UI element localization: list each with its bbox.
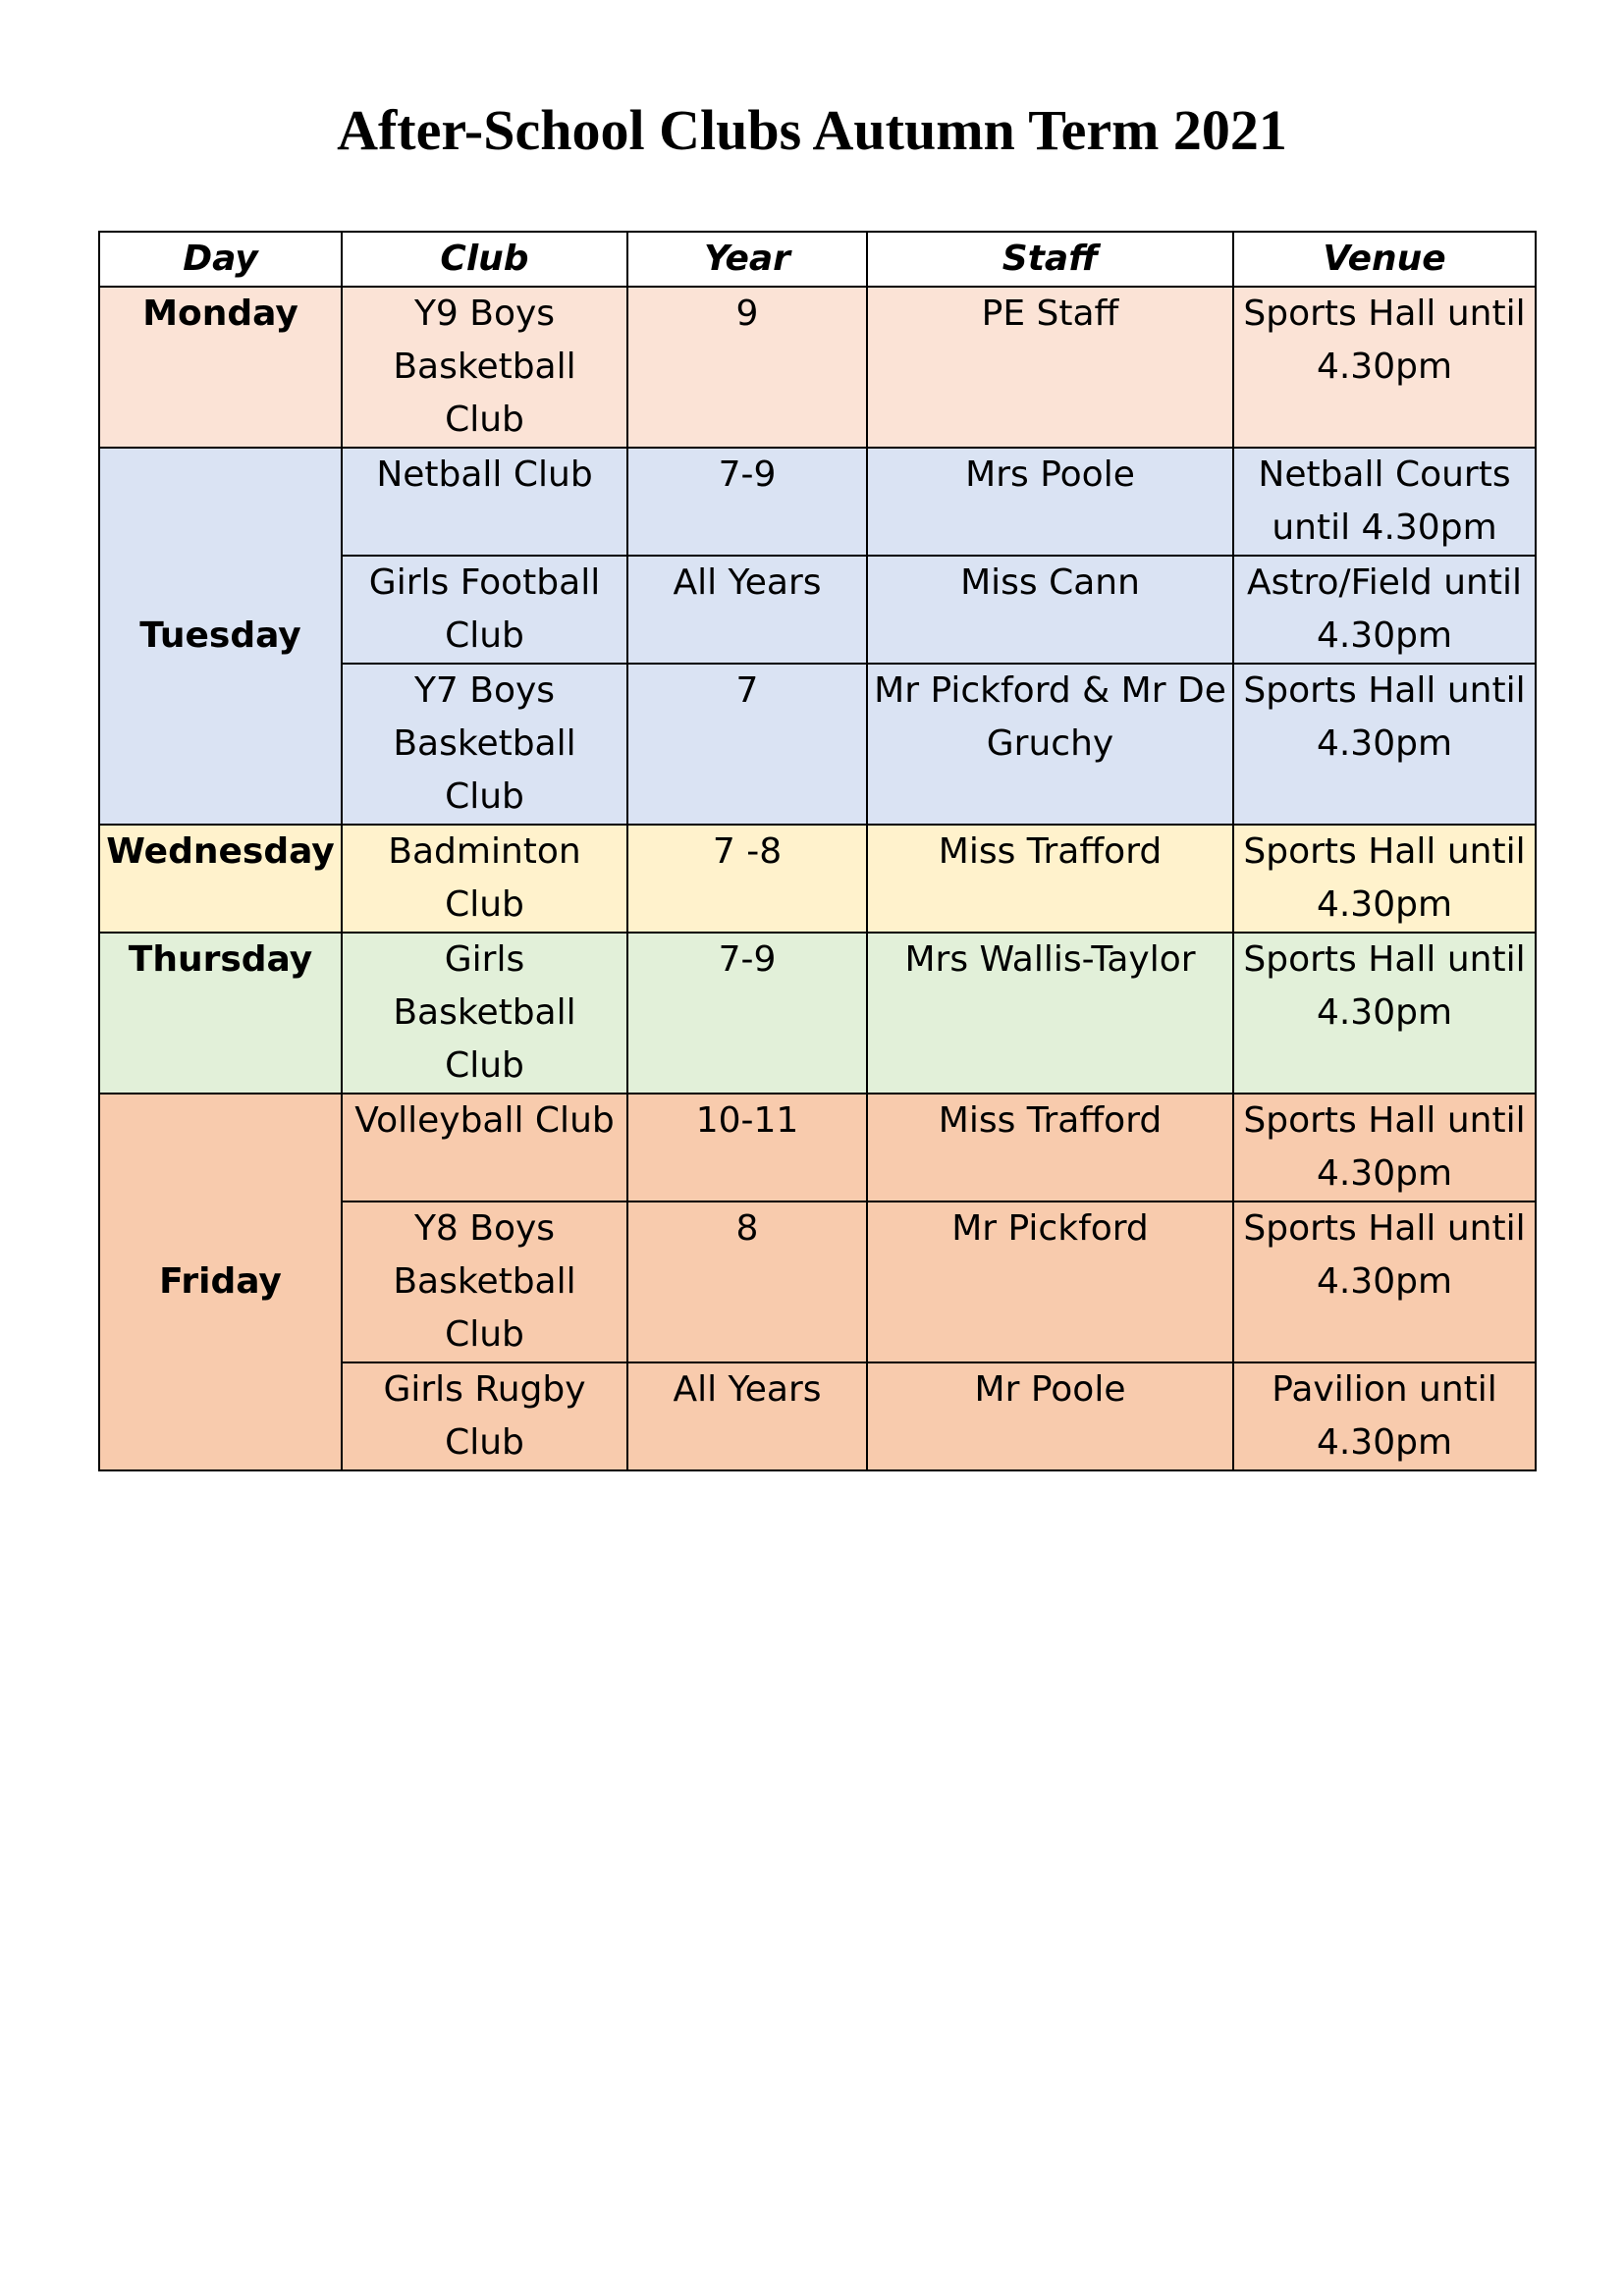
year-cell: All Years (627, 556, 867, 664)
staff-cell: Mr Pickford & Mr De Gruchy (867, 664, 1233, 825)
club-cell: Y9 Boys Basketball Club (342, 287, 627, 448)
club-cell: Y7 Boys Basketball Club (342, 664, 627, 825)
venue-cell: Pavilion until 4.30pm (1233, 1362, 1536, 1470)
staff-cell: PE Staff (867, 287, 1233, 448)
year-cell: 9 (627, 287, 867, 448)
club-cell: Badminton Club (342, 825, 627, 933)
club-cell: Girls Football Club (342, 556, 627, 664)
table-row (99, 933, 1536, 1094)
venue-cell: Astro/Field until 4.30pm (1233, 556, 1536, 664)
staff-cell: Miss Trafford (867, 1094, 1233, 1201)
table-row (99, 825, 1536, 933)
club-cell: Girls Rugby Club (342, 1362, 627, 1470)
header-row (99, 232, 1536, 287)
staff-cell: Mrs Poole (867, 448, 1233, 556)
year-cell: 7 -8 (627, 825, 867, 933)
year-cell: All Years (627, 1362, 867, 1470)
table-row (99, 287, 1536, 448)
header-venue: Venue (1233, 232, 1536, 287)
header-day: Day (99, 232, 342, 287)
year-cell: 8 (627, 1201, 867, 1362)
day-cell-wednesday: Wednesday (99, 825, 342, 933)
staff-cell: Mrs Wallis-Taylor (867, 933, 1233, 1094)
table-row (99, 448, 1536, 556)
year-cell: 7 (627, 664, 867, 825)
club-cell: Girls Basketball Club (342, 933, 627, 1094)
clubs-table (98, 231, 1537, 1471)
table-row (99, 1094, 1536, 1201)
year-cell: 7-9 (627, 448, 867, 556)
staff-cell: Miss Cann (867, 556, 1233, 664)
club-cell: Volleyball Club (342, 1094, 627, 1201)
page-title: After-School Clubs Autumn Term 2021 (337, 98, 1287, 162)
venue-cell: Sports Hall until 4.30pm (1233, 287, 1536, 448)
club-cell: Netball Club (342, 448, 627, 556)
day-cell-friday: Friday (99, 1094, 342, 1470)
venue-cell: Sports Hall until 4.30pm (1233, 664, 1536, 825)
venue-cell: Sports Hall until 4.30pm (1233, 933, 1536, 1094)
day-cell-monday: Monday (99, 287, 342, 448)
venue-cell: Sports Hall until 4.30pm (1233, 825, 1536, 933)
venue-cell: Sports Hall until 4.30pm (1233, 1094, 1536, 1201)
staff-cell: Miss Trafford (867, 825, 1233, 933)
day-cell-thursday: Thursday (99, 933, 342, 1094)
day-cell-tuesday: Tuesday (99, 448, 342, 825)
staff-cell: Mr Poole (867, 1362, 1233, 1470)
venue-cell: Sports Hall until 4.30pm (1233, 1201, 1536, 1362)
year-cell: 7-9 (627, 933, 867, 1094)
header-staff: Staff (867, 232, 1233, 287)
staff-cell: Mr Pickford (867, 1201, 1233, 1362)
header-year: Year (627, 232, 867, 287)
venue-cell: Netball Courts until 4.30pm (1233, 448, 1536, 556)
header-club: Club (342, 232, 627, 287)
club-cell: Y8 Boys Basketball Club (342, 1201, 627, 1362)
year-cell: 10-11 (627, 1094, 867, 1201)
